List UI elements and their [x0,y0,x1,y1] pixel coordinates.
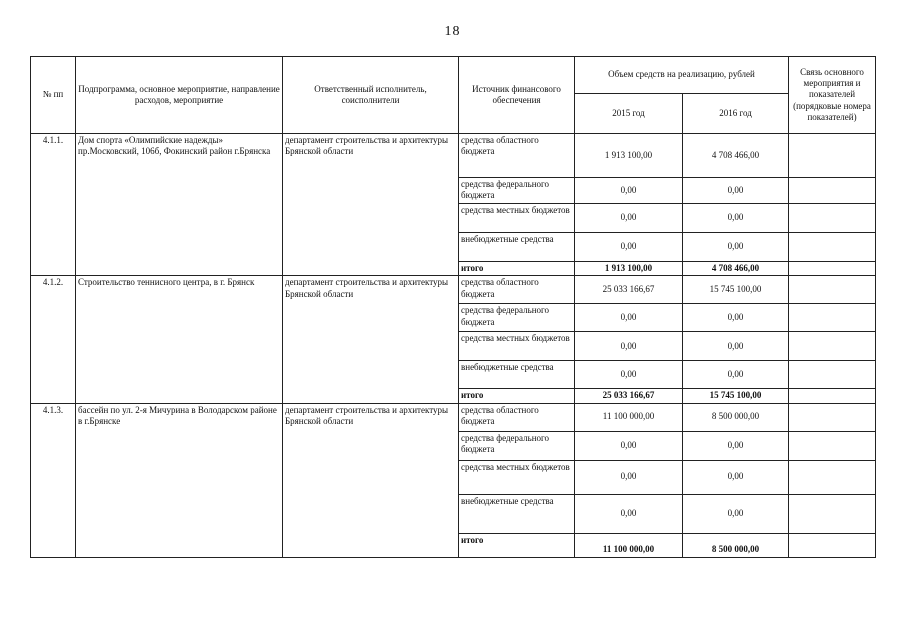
amount-2016: 15 745 100,00 [683,276,789,304]
amount-2016: 0,00 [683,361,789,389]
item-number: 4.1.2. [31,276,76,403]
amount-2015: 25 033 166,67 [575,389,683,403]
amount-2016: 0,00 [683,178,789,204]
amount-2016: 0,00 [683,431,789,460]
amount-2015: 0,00 [575,431,683,460]
source-federal: средства федерального бюджета [459,304,575,332]
link-cell [789,178,876,204]
link-cell [789,494,876,533]
link-cell [789,262,876,276]
header-2015: 2015 год [575,94,683,134]
amount-2015: 0,00 [575,178,683,204]
link-cell [789,361,876,389]
table-body [31,134,876,558]
amount-2015: 0,00 [575,304,683,332]
funding-table [30,56,876,558]
amount-2016: 4 708 466,00 [683,134,789,178]
amount-2016: 8 500 000,00 [683,403,789,431]
link-cell [789,332,876,361]
item-number: 4.1.1. [31,134,76,276]
amount-2015: 0,00 [575,361,683,389]
source-local: средства местных бюджетов [459,332,575,361]
item-name: Дом спорта «Олимпийские надежды» пр.Московский, 106б, Фокинский район г.Брянска [76,134,283,276]
header-2016: 2016 год [683,94,789,134]
link-cell [789,460,876,494]
amount-2016: 0,00 [683,304,789,332]
amount-2015: 0,00 [575,204,683,233]
source-extrabudget: внебюджетные средства [459,233,575,262]
page-number: 18 [444,24,461,39]
link-cell [789,389,876,403]
amount-2015: 0,00 [575,233,683,262]
link-cell [789,276,876,304]
link-cell [789,533,876,557]
source-extrabudget: внебюджетные средства [459,494,575,533]
link-cell [789,431,876,460]
header-link: Связь основного мероприятия и показателей (порядковые номера показателей) [789,57,876,134]
header-source: Источник финансового обеспечения [459,57,575,134]
amount-2015: 0,00 [575,332,683,361]
item-executor: департамент строительства и архитектуры Брянской области [283,403,459,557]
source-regional: средства областного бюджета [459,276,575,304]
header-subprogram: Подпрограмма, основное мероприятие, направление расходов, мероприятие [76,57,283,134]
item-name: бассейн по ул. 2-я Мичурина в Володарском районе в г.Брянске [76,403,283,557]
amount-2016: 0,00 [683,460,789,494]
source-local: средства местных бюджетов [459,204,575,233]
amount-2016: 0,00 [683,204,789,233]
amount-2016: 8 500 000,00 [683,533,789,557]
amount-2015: 11 100 000,00 [575,403,683,431]
source-local: средства местных бюджетов [459,460,575,494]
link-cell [789,204,876,233]
source-total: итого [459,262,575,276]
link-cell [789,403,876,431]
source-total: итого [459,533,575,557]
source-regional: средства областного бюджета [459,403,575,431]
header-no: № пп [31,57,76,134]
item-name: Строительство теннисного центра, в г. Брянск [76,276,283,403]
link-cell [789,304,876,332]
header-executor: Ответственный исполнитель, соисполнители [283,57,459,134]
link-cell [789,134,876,178]
item-number: 4.1.3. [31,403,76,557]
amount-2015: 1 913 100,00 [575,262,683,276]
table-row [31,276,876,304]
source-federal: средства федерального бюджета [459,431,575,460]
header-volume: Объем средств на реализацию, рублей [575,57,789,94]
amount-2016: 4 708 466,00 [683,262,789,276]
table-row [31,403,876,431]
amount-2016: 0,00 [683,494,789,533]
amount-2015: 11 100 000,00 [575,533,683,557]
item-executor: департамент строительства и архитектуры Брянской области [283,276,459,403]
table-row [31,134,876,178]
amount-2015: 1 913 100,00 [575,134,683,178]
amount-2015: 0,00 [575,494,683,533]
amount-2016: 15 745 100,00 [683,389,789,403]
link-cell [789,233,876,262]
source-federal: средства федерального бюджета [459,178,575,204]
amount-2016: 0,00 [683,332,789,361]
amount-2016: 0,00 [683,233,789,262]
item-executor: департамент строительства и архитектуры Брянской области [283,134,459,276]
source-regional: средства областного бюджета [459,134,575,178]
amount-2015: 0,00 [575,460,683,494]
source-total: итого [459,389,575,403]
source-extrabudget: внебюджетные средства [459,361,575,389]
amount-2015: 25 033 166,67 [575,276,683,304]
